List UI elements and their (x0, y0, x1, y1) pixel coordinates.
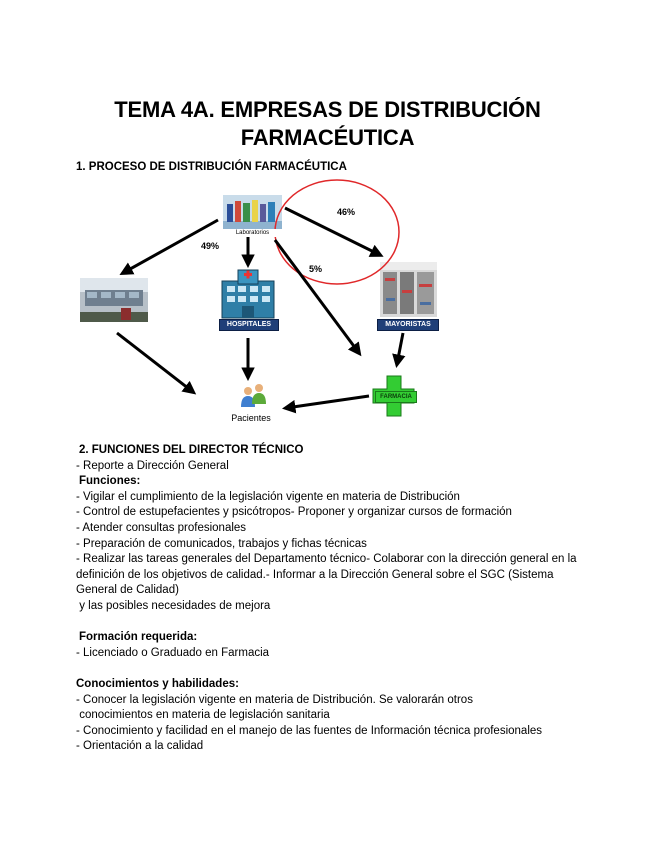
funciones-item: - Vigilar el cumplimiento de la legislación vigente en materia de Distribución (76, 490, 460, 503)
left-building-image (80, 278, 148, 322)
funciones-heading: Funciones: (79, 475, 141, 488)
percent-hospitales: 49% (201, 241, 220, 251)
arrow-farmacia-to-pacientes (286, 396, 369, 408)
funciones-item: - Realizar las tareas generales del Departamento técnico- Colaborar con la dirección general en la definición de los objetivos de calidad.- Informar a la Dirección General sobre el SGC (Sistema General de Calidad) (76, 553, 577, 597)
mayoristas-label: MAYORISTAS (377, 319, 439, 331)
arrow-left-building-to-pacientes (117, 333, 193, 392)
formacion-item: - Licenciado o Graduado en Farmacia (76, 646, 270, 659)
title-line-1: TEMA 4A. EMPRESAS DE DISTRIBUCIÓN (114, 97, 541, 122)
funciones-item: - Control de estupefacientes y psicótropos- Proponer y organizar cursos de formación (76, 506, 512, 519)
funciones-item: y las posibles necesidades de mejora (76, 599, 271, 612)
formacion-heading: Formación requerida: (79, 631, 198, 644)
distribution-diagram (75, 178, 447, 428)
section-heading-proceso: 1. PROCESO DE DISTRIBUCIÓN FARMACÉUTICA (76, 161, 347, 173)
percent-farmacia: 5% (309, 264, 323, 274)
mayoristas-warehouse-image (380, 262, 437, 317)
percent-mayoristas: 46% (337, 207, 356, 217)
pacientes-people-icon (241, 384, 266, 407)
conocimientos-item: - Orientación a la calidad (76, 740, 204, 753)
funciones-item: - Preparación de comunicados, trabajos y fichas técnicas (76, 537, 367, 550)
conocimientos-item: - Conocimiento y facilidad en el manejo de las fuentes de Información técnica profesionales (76, 724, 543, 737)
conocimientos-item: - Conocer la legislación vigente en materia de Distribución. Se valorarán otros (76, 693, 473, 706)
reporte-line: - Reporte a Dirección General (76, 459, 229, 472)
section-heading-funciones-director: 2. FUNCIONES DEL DIRECTOR TÉCNICO (79, 444, 304, 456)
title-line-2: FARMACÉUTICA (240, 125, 415, 150)
arrow-lab-to-mayoristas (285, 208, 380, 255)
highlight-circle (275, 180, 399, 284)
section-2-body (76, 443, 581, 755)
farmacia-label: FARMACIA (375, 391, 417, 403)
arrow-mayoristas-to-farmacia (397, 333, 403, 364)
conocimientos-item: conocimientos en materia de legislación sanitaria (76, 709, 330, 722)
hospital-building-icon (222, 270, 274, 318)
funciones-item: - Atender consultas profesionales (76, 521, 247, 534)
pacientes-label: Pacientes (231, 413, 271, 423)
page-title (0, 96, 655, 152)
laboratorios-label: Laboratorios (223, 229, 282, 237)
laboratorios-image (223, 195, 282, 229)
conocimientos-heading: Conocimientos y habilidades: (76, 677, 239, 690)
arrow-lab-to-farmacia (275, 240, 359, 353)
hospitales-label: HOSPITALES (219, 319, 279, 331)
